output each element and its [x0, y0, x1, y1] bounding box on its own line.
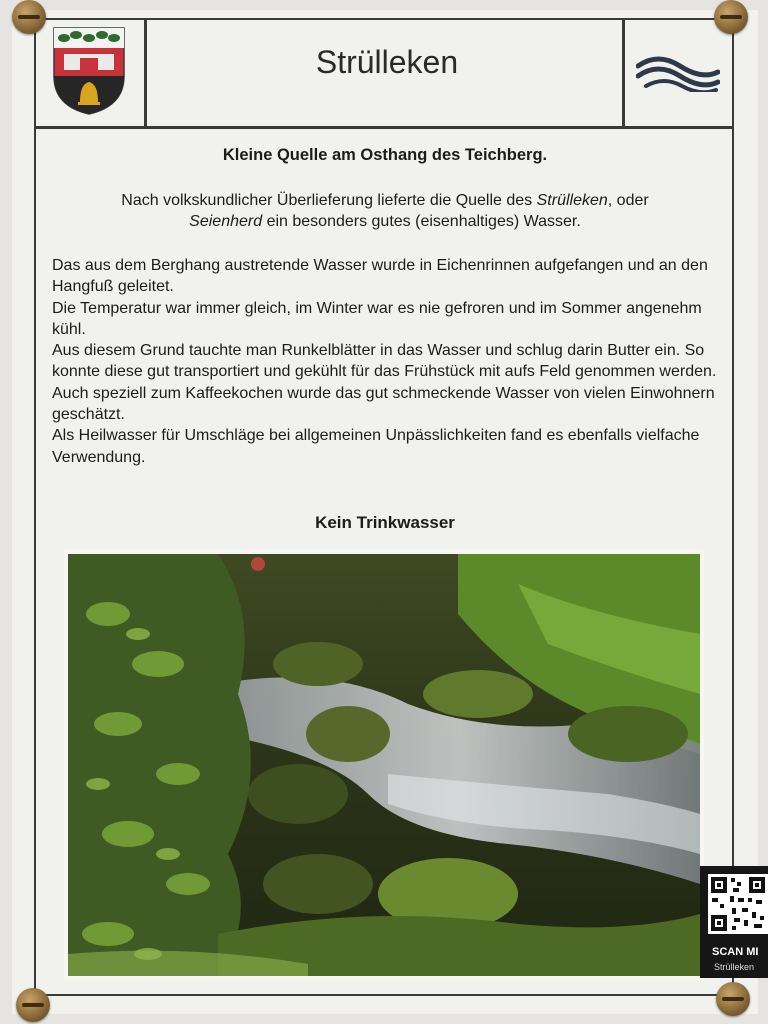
body-text [52, 255, 722, 468]
intro-text [40, 190, 730, 232]
page-title: Strülleken [315, 44, 459, 80]
qr-place-label: Strülleken [714, 962, 755, 972]
spring-alt-name: Seienherd [189, 213, 263, 230]
spring-photo [68, 554, 700, 976]
paragraph: Das aus dem Berghang austretende Wasser wurde in Eichenrinnen aufgefangen und an den Hangfuß geleitet. [52, 257, 708, 296]
paragraph: Aus diesem Grund tauchte man Runkelblätter in das Wasser und schlug darin Butter ein. So konnte diese gut transportiert und gekühlt für das Frühstück mit aufs Feld genommen werden. [52, 342, 717, 381]
screw-icon [716, 982, 750, 1016]
qr-badge[interactable] [700, 866, 768, 978]
paragraph: Die Temperatur war immer gleich, im Winter war es nie gefroren und im Sommer angenehm kühl. [52, 299, 702, 338]
intro-between: , oder [607, 192, 649, 209]
warning-label: Kein Trinkwasser [315, 513, 455, 532]
paragraph: Als Heilwasser für Umschläge bei allgemeinen Unpässlichkeiten fand es ebenfalls vielfache Verwendung. [52, 427, 700, 466]
screw-icon [714, 0, 748, 34]
intro-before: Nach volkskundlicher Überlieferung lieferte die Quelle des [121, 192, 537, 209]
qr-scan-label: SCAN MI [712, 946, 759, 958]
sign-subtitle: Kleine Quelle am Osthang des Teichberg. [222, 146, 548, 164]
spring-name: Strülleken [536, 192, 608, 209]
wave-logo-icon [636, 54, 720, 92]
coat-of-arms-icon [50, 24, 128, 116]
frame-left [34, 18, 36, 996]
header-col-1 [144, 18, 147, 128]
paragraph: Auch speziell zum Kaffeekochen wurde das gut schmeckende Wasser von vielen Einwohnern geschätzt. [52, 384, 715, 424]
intro-after: ein besonders gutes (eisenhaltiges) Wasser. [262, 213, 581, 230]
header-divider [34, 126, 734, 129]
frame-top [34, 18, 734, 20]
screw-icon [16, 988, 50, 1022]
frame-bottom [34, 994, 734, 996]
screw-icon [12, 0, 46, 34]
frame-right [732, 18, 734, 996]
qr-code-icon[interactable] [708, 874, 768, 934]
